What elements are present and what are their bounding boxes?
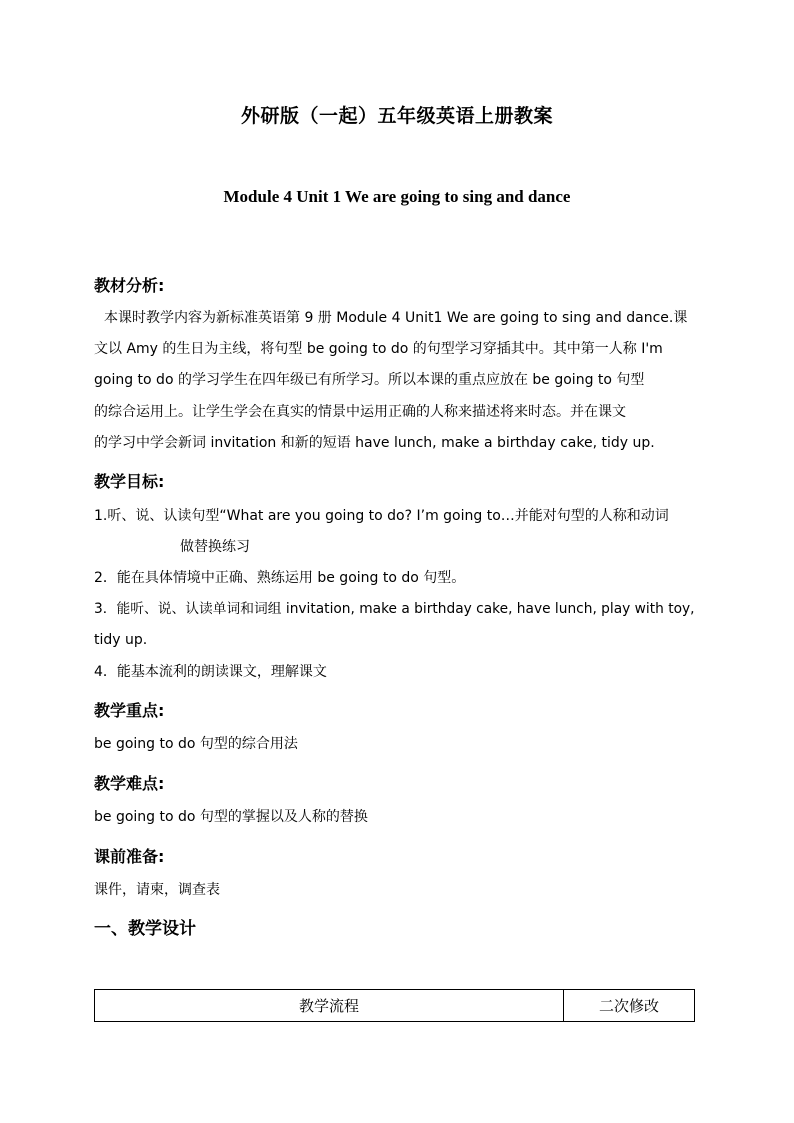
objective-item-2: 2．能在具体情境中正确、熟练运用 be going to do 句型。 bbox=[94, 570, 466, 586]
heading-teaching-design: 一、教学设计 bbox=[94, 919, 196, 939]
objective-item-1-cont: 做替换练习 bbox=[180, 539, 250, 555]
objective-item-1: 1.听、说、认读句型“What are you going to do? I’m going to…并能对句型的人称和动词 bbox=[94, 508, 669, 524]
table-header-flow: 教学流程 bbox=[95, 990, 564, 1022]
analysis-line-5: 的学习中学会新词 invitation 和新的短语 have lunch, make a birthday cake, tidy up. bbox=[94, 435, 655, 451]
table-header-row bbox=[95, 990, 695, 1022]
analysis-line-2: 文以 Amy 的生日为主线，将句型 be going to do 的句型学习穿插其中。其中第一人称 I'm bbox=[94, 341, 663, 357]
teaching-flow-table bbox=[94, 989, 695, 1022]
key-points-text: be going to do 句型的综合用法 bbox=[94, 736, 298, 752]
table-header-revision: 二次修改 bbox=[564, 990, 695, 1022]
heading-difficulties: 教学难点: bbox=[94, 774, 165, 793]
heading-objectives: 教学目标: bbox=[94, 472, 165, 491]
objective-item-3-cont: tidy up. bbox=[94, 632, 148, 648]
heading-analysis: 教材分析: bbox=[94, 276, 165, 295]
difficulties-text: be going to do 句型的掌握以及人称的替换 bbox=[94, 809, 368, 825]
analysis-line-4: 的综合运用上。让学生学会在真实的情景中运用正确的人称来描述将来时态。并在课文 bbox=[94, 404, 626, 420]
heading-key-points: 教学重点: bbox=[94, 701, 165, 720]
analysis-line-3: going to do 的学习学生在四年级已有所学习。所以本课的重点应放在 be going to 句型 bbox=[94, 372, 645, 388]
document-title: 外研版（一起）五年级英语上册教案 bbox=[240, 105, 553, 127]
preparation-text: 课件，请柬，调查表 bbox=[94, 882, 220, 898]
objective-item-3: 3．能听、说、认读单词和词组 invitation, make a birthday cake, have lunch, play with toy, bbox=[94, 601, 695, 617]
heading-preparation: 课前准备: bbox=[94, 847, 165, 866]
analysis-line-1: 本课时教学内容为新标准英语第 9 册 Module 4 Unit1 We are going to sing and dance.课 bbox=[104, 310, 688, 326]
objective-item-4: 4．能基本流利的朗读课文，理解课文 bbox=[94, 664, 327, 680]
document-subtitle: Module 4 Unit 1 We are going to sing and dance bbox=[223, 187, 571, 206]
